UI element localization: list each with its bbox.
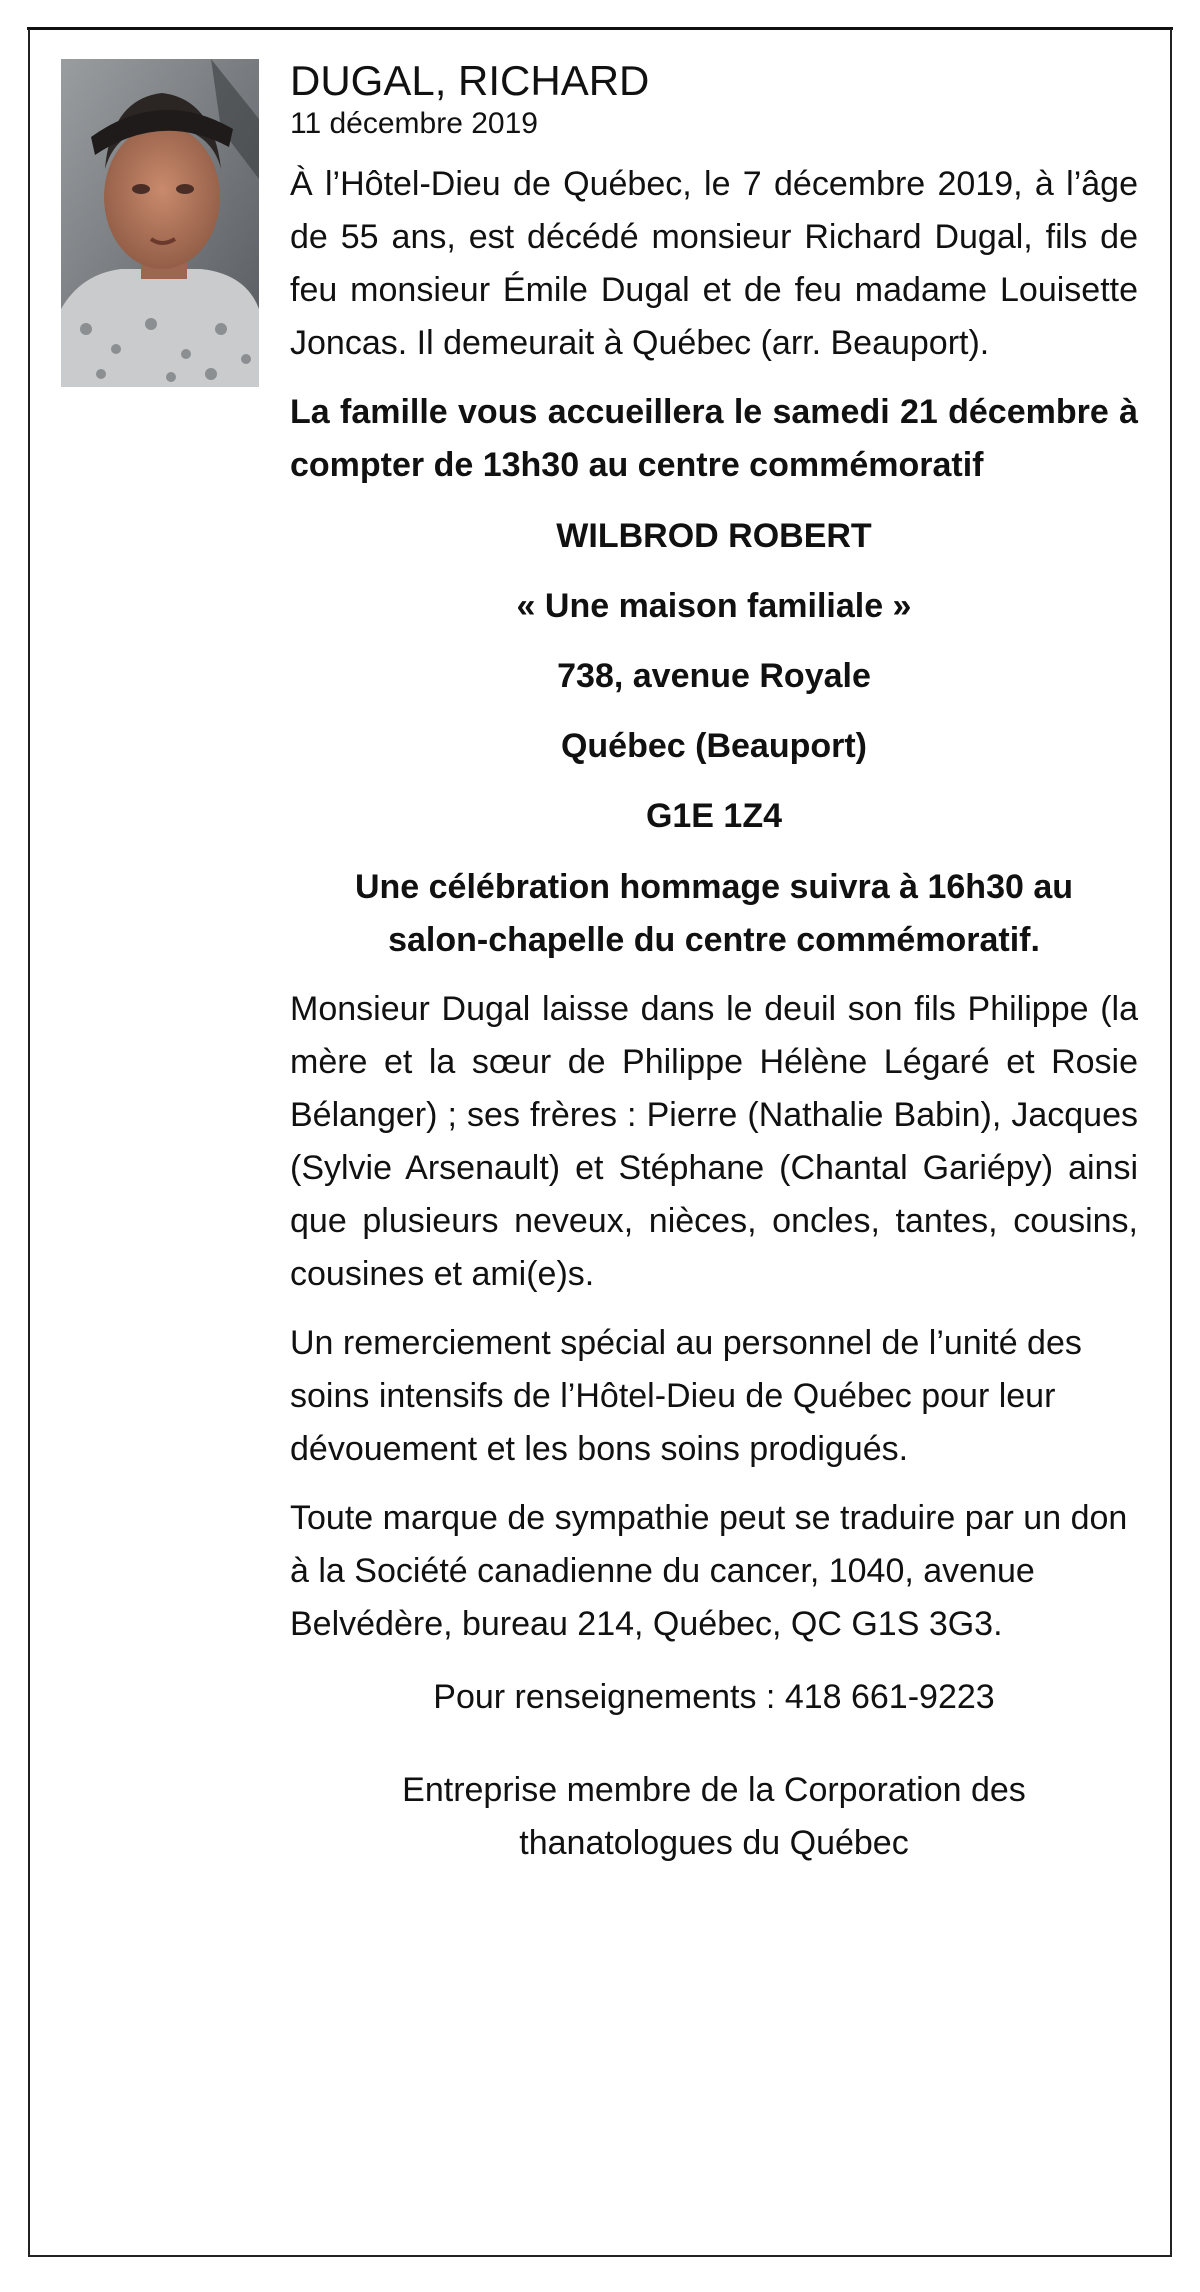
funeral-home-street: 738, avenue Royale	[557, 657, 871, 695]
donation-paragraph: Toute marque de sympathie peut se traduire par un don à la Société canadienne du cancer, 1040, avenue Belvédère, bureau 214, Québec, QC G1S 3G3.	[290, 1499, 1128, 1643]
visitation-paragraph: La famille vous accueillera le samedi 21 décembre à compter de 13h30 au centre commémoratif	[290, 393, 1138, 484]
funeral-home-tagline: « Une maison familiale »	[516, 587, 912, 625]
intro-paragraph: À l’Hôtel-Dieu de Québec, le 7 décembre 2019, à l’âge de 55 ans, est décédé monsieur Richard Dugal, fils de feu monsieur Émile Dugal et de feu madame Louisette Joncas. Il demeurait à Québec (arr. Beauport).	[290, 165, 1138, 362]
celebration-line-2: salon-chapelle du centre commémoratif.	[388, 921, 1040, 959]
contact-line: Pour renseignements : 418 661-9223	[433, 1678, 995, 1716]
survivors-paragraph: Monsieur Dugal laisse dans le deuil son fils Philippe (la mère et la sœur de Philippe Hélène Légaré et Rosie Bélanger) ; ses frères : Pierre (Nathalie Babin), Jacques (Sylvie Arsenault) et Stéphane (Chantal Gariépy) ainsi que plusieurs neveux, nièces, oncles, tantes, cousins, cousines et ami(e)s.	[290, 990, 1138, 1293]
celebration-notice	[290, 861, 1138, 967]
funeral-home-postal-code: G1E 1Z4	[645, 797, 783, 835]
portrait-photo	[61, 59, 259, 387]
funeral-home-name: WILBROD ROBERT	[556, 517, 872, 555]
celebration-line-1: Une célébration hommage suivra à 16h30 au	[354, 868, 1074, 906]
thanks-paragraph: Un remerciement spécial au personnel de l’unité des soins intensifs de l’Hôtel-Dieu de Québec pour leur dévouement et les bons soins prodigués.	[290, 1324, 1082, 1468]
funeral-home-city: Québec (Beauport)	[560, 727, 868, 765]
notice-content	[290, 56, 1138, 1870]
membership-notice	[290, 1764, 1138, 1870]
membership-line-1: Entreprise membre de la Corporation des	[402, 1771, 1026, 1809]
publication-date: 11 décembre 2019	[290, 107, 538, 140]
deceased-name: DUGAL, RICHARD	[290, 57, 650, 104]
membership-line-2: thanatologues du Québec	[519, 1824, 909, 1862]
